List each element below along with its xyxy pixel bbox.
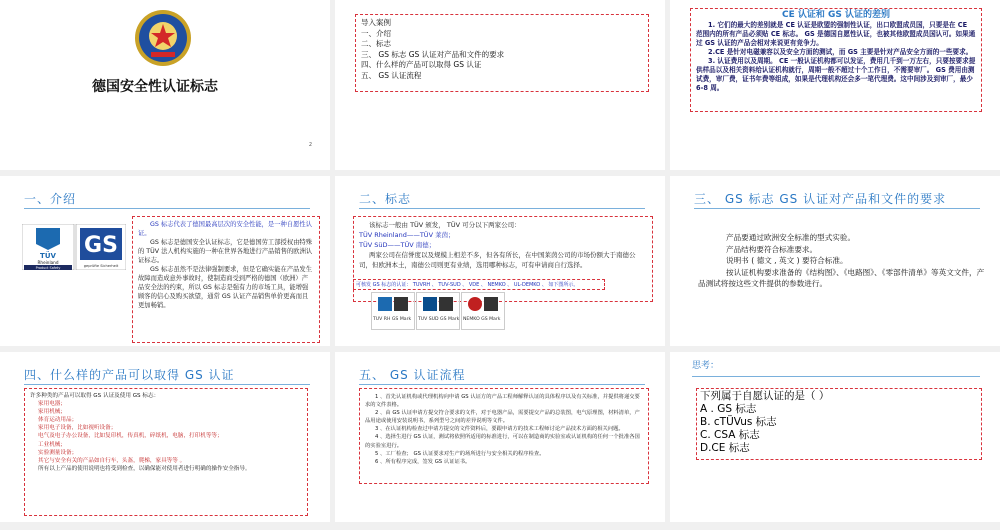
paragraph: 2.CE 是针对电磁兼容以及安全方面的测试，而 GS 主要是针对产品安全方面的一些要求。	[708, 48, 973, 56]
title-divider	[24, 384, 310, 385]
paragraph: 按认证机构要求准备的《结构图》、《电路图》、《零部件清单》等英文文件，产品测试将按这些文件提供的参数进行。	[698, 267, 985, 288]
tuv-rh-gs-mark-icon	[372, 293, 416, 315]
list-item: 家用电器；	[38, 401, 66, 408]
box-heading: CE 认证和 GS 认证的差别	[781, 10, 891, 20]
title-divider	[24, 208, 310, 209]
list-item: 家用机械；	[38, 409, 66, 416]
gs-logo-text: GS	[84, 233, 118, 258]
description-text: 两家公司在信誉度以及规模上相差不多，但各有所长，在中国莱茵公司的市场份额大于南德公司，但欧洲本土，南德公司则更有业绩，选用哪种标志，可有申请商自行选择。	[359, 251, 636, 269]
requirements-text	[698, 232, 988, 290]
process-step: 2 、由 GS 认证申请方提交符合要求的文件，对于电器产品，需要提交产品的总装图，电气原理图，材料清单，产品用途或使用安装说明书，系列型号之间的差异说明等文件。	[365, 410, 640, 425]
outline-line: 五、 GS 认证流程	[361, 70, 422, 80]
outro-text: 所有以上产品的使用说明也将受到检查，以确保能对使用者进行明确的操作安全指导。	[38, 465, 251, 472]
outline-line: 二、标志	[361, 39, 391, 48]
nemko-gs-mark-icon	[462, 293, 506, 315]
quiz-option: D.CE 标志	[700, 442, 750, 454]
lead-text: GS 标志代表了德国最高层次的安全性能，是一种自愿性认证。	[138, 221, 313, 237]
mark-label: TUV RH GS Mark	[373, 317, 412, 322]
quiz-option: A . GS 标志	[700, 403, 757, 415]
paragraph: 1. 它们的最大的差别就是 CE 认证是欧盟的强制性认证，出口欧盟成员国，只要是在 CE 范围内的所有产品必须贴 CE 标志。 GS 是德国自愿性认证，也被其他欧盟成员国认可。如果通过 GS 认证的产品会相对来说更有竞争力。	[696, 21, 976, 47]
paragraph: 说明书 ( 德文 , 英文 ) 要符合标准。	[726, 256, 848, 265]
gs-logo-sub: geprüfte Sicherheit	[83, 264, 119, 268]
product-list-box	[24, 388, 308, 516]
national-emblem-icon	[133, 8, 193, 68]
list-item: 实验测量设备；	[38, 449, 78, 456]
slide-7-thumbnail[interactable]	[0, 352, 330, 522]
tuv-logo-sub2: Product Safety	[35, 266, 61, 270]
company-line: TÜV SüD——TÜV 南德；	[359, 241, 436, 249]
paragraph: 产品结构要符合标准要求。	[726, 244, 818, 254]
outline-line: 一、介绍	[361, 28, 391, 38]
process-step: 5 、工厂检查； GS 认证要求对生产的场所进行与安全相关的程序检查。	[375, 450, 545, 457]
list-item: 电气及电子办公设备，比如复印机，传真机，碎纸机，电脑，打印机等等；	[38, 433, 223, 440]
intro-text-box	[132, 216, 320, 343]
tuv-sud-gs-mark-icon	[417, 293, 461, 315]
intro-text: 该标志一般由 TÜV 颁发， TÜV 可分以下两家公司：	[369, 221, 521, 229]
gs-mark-tile	[416, 292, 460, 330]
title-divider	[694, 208, 980, 209]
company-line: TÜV Rheinland——TÜV 莱茵；	[359, 231, 455, 239]
slide-9-thumbnail[interactable]	[670, 352, 1000, 522]
tuv-logo-sub1: Rheinland	[37, 260, 59, 265]
section-title: 五、 GS 认证流程	[359, 368, 466, 382]
section-title: 四、什么样的产品可以取得 GS 认证	[24, 368, 235, 382]
process-step: 6 、所有程序完成，签发 GS 认证证书。	[375, 458, 471, 465]
list-item: 其它与安全有关的产品如自行车，头盔，爬梯，家具等等 。	[38, 457, 186, 464]
title-divider	[359, 208, 645, 209]
quiz-question: 下列属于自愿认证的是（ ）	[700, 390, 830, 402]
list-item: 家用电子设备，比如视听设备；	[38, 425, 117, 432]
paragraph: 产品要通过欧洲安全标准的型式实验。	[726, 233, 856, 242]
gs-mark-tile	[371, 292, 415, 330]
gs-mark-tile	[461, 292, 505, 330]
slide-5-thumbnail[interactable]	[335, 176, 665, 346]
title-divider	[359, 384, 645, 385]
slide-1-thumbnail[interactable]	[0, 0, 330, 170]
tuv-gs-logo	[22, 224, 126, 270]
quiz-box	[696, 388, 982, 460]
process-step: 4 、选择生进行 GS 认证，测试将依照所适用的标准进行，可以在制造商的实验室或认证机构的任何一个批准各国的实验室进行。	[365, 434, 640, 449]
section-title: 思考：	[692, 361, 720, 371]
quiz-option: C. CSA 标志	[700, 429, 760, 441]
slide-title: 德国安全性认证标志	[92, 79, 218, 95]
section-title: 一、介绍	[24, 192, 77, 206]
process-steps-box	[359, 388, 649, 484]
outline-box	[355, 14, 649, 92]
paragraph: GS 标志虽然不是法律强制要求，但是它确实能在产品发生故障而造成意外事故时，使制造商受到严格的德国（欧洲）产品安全法的约束，所以 GS 标志是强有力的市场工具，能增强顾客的信心及购买欲望，通常 GS 认证产品销售单价更高而且更加畅销。	[138, 266, 313, 309]
issuer-note: 可核发 GS 标志的认证： TUVRH 、 TUV-SUD 、 VDE 、 NEMKO 、 UL-DEMKO 、 如下图所示。	[353, 279, 605, 290]
slide-2-thumbnail[interactable]	[335, 0, 665, 170]
paragraph: GS 标志是德国安全认证标志，它是德国劳工部授权由特殊的 TÜV 法人机构实施的一种在世界各地进行产品销售的欧洲认证标志。	[138, 239, 313, 264]
slide-3-thumbnail[interactable]	[670, 0, 1000, 170]
mark-label: NEMKO GS Mark	[463, 317, 501, 322]
slide-8-thumbnail[interactable]	[335, 352, 665, 522]
outline-line: 三、 GS 标志 GS 认证对产品和文件的要求	[361, 49, 505, 59]
intro-text: 许多种类的产品可以取得 GS 认证及使用 GS 标志：	[30, 393, 160, 399]
tuv-logo-name: TÜV	[40, 252, 56, 260]
gs-marks-row	[371, 292, 631, 330]
mark-label: TUV SUD GS Mark	[418, 317, 460, 322]
list-item: 体育运动用品；	[38, 417, 78, 424]
outline-line: 四、什么样的产品可以取得 GS 认证	[361, 60, 482, 69]
section-title: 三、 GS 标志 GS 认证对产品和文件的要求	[694, 192, 947, 206]
paragraph: 3. 认证费用以及周期。 CE 一般认证机构都可以发证，费用几千到一万左右，只要按要求提供样品以及相关资料给认证机构就行，周期一般不超过十个工作日，不需要审厂。 GS 费用由测试费，审厂费，证书年费等组成，如果是代理机构还会多一笔代理费。这中间涉及到审厂，最少 6-8 周。	[696, 57, 976, 92]
title-divider	[692, 376, 980, 377]
process-step: 3 、在认证机构检查过申请方提交的文件资料后，要跟申请方的技术工程师讨论产品技术方面的相关问题。	[375, 426, 624, 433]
slide-4-thumbnail[interactable]	[0, 176, 330, 346]
outline-line: 导入案例	[361, 18, 391, 27]
process-step: 1 、首先认证机构或代理机构向申请 GS 认证方的产品工程师解释认证的具体程序以及有关标准，并提供将递交要求的文件表格。	[365, 394, 640, 409]
ce-gs-difference-box	[690, 8, 982, 112]
page-number: 2	[308, 142, 312, 148]
list-item: 工业机械；	[38, 441, 66, 448]
slide-6-thumbnail[interactable]	[670, 176, 1000, 346]
section-title: 二、标志	[359, 192, 412, 206]
quiz-option: B. cTÜVus 标志	[700, 416, 777, 428]
